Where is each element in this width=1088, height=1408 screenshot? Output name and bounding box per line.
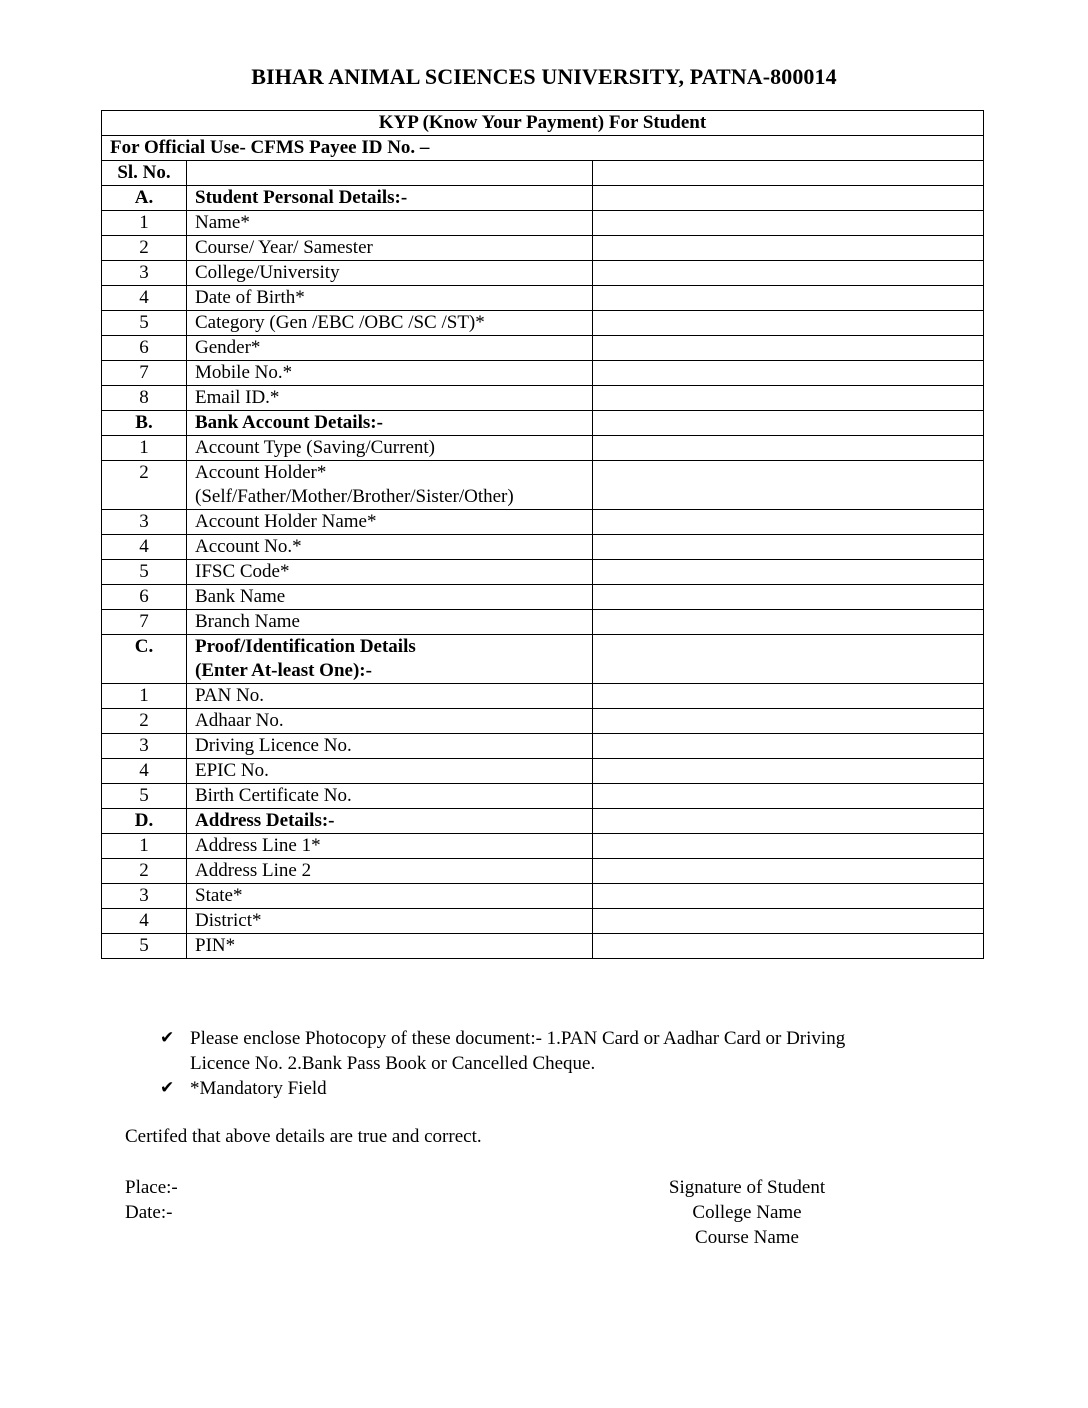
field-row [102, 560, 984, 585]
serial-number: 4 [102, 286, 187, 311]
value-entry-cell[interactable] [593, 361, 984, 386]
field-label-line: Bank Name [195, 586, 286, 607]
field-label-line: Proof/Identification Details [195, 636, 416, 657]
note-line: Please enclose Photocopy of these document:- 1.PAN Card or Aadhar Card or Driving [190, 1028, 846, 1049]
field-row [102, 461, 984, 510]
field-label-line: Category (Gen /EBC /OBC /SC /ST)* [195, 312, 485, 333]
value-entry-cell [593, 635, 984, 684]
serial-number: 2 [102, 709, 187, 734]
serial-number: 4 [102, 535, 187, 560]
signature-label: Signature of Student [668, 1177, 826, 1198]
field-row [102, 311, 984, 336]
field-label-line: Course/ Year/ Samester [195, 237, 373, 258]
official-use-row [102, 136, 984, 161]
field-label-line: Student Personal Details:- [195, 187, 408, 208]
field-row [102, 361, 984, 386]
checkmark-icon: ✔ [160, 1078, 175, 1098]
field-label-line: Account No.* [195, 536, 302, 557]
field-label-line: (Self/Father/Mother/Brother/Sister/Other) [195, 486, 514, 507]
field-label-line: Driving Licence No. [195, 735, 352, 756]
value-entry-cell[interactable] [593, 286, 984, 311]
field-label [187, 535, 593, 560]
note-line: *Mandatory Field [190, 1078, 327, 1099]
official-use-label: For Official Use- CFMS Payee ID No. – [102, 136, 984, 161]
field-row [102, 884, 984, 909]
field-row [102, 759, 984, 784]
value-entry-cell[interactable] [593, 759, 984, 784]
field-label [187, 934, 593, 959]
serial-number: 8 [102, 386, 187, 411]
university-title: BIHAR ANIMAL SCIENCES UNIVERSITY, PATNA-800014 [251, 64, 837, 89]
place-label: Place:- [125, 1177, 178, 1198]
field-row [102, 859, 984, 884]
value-entry-cell[interactable] [593, 386, 984, 411]
value-entry-cell[interactable] [593, 236, 984, 261]
field-label [187, 261, 593, 286]
serial-number: 7 [102, 610, 187, 635]
value-entry-cell[interactable] [593, 585, 984, 610]
section-row [102, 411, 984, 436]
field-label-line: Bank Account Details:- [195, 412, 383, 433]
field-label-line: Account Type (Saving/Current) [195, 437, 435, 458]
section-row [102, 809, 984, 834]
field-label-line: Gender* [195, 337, 261, 358]
value-header-cell [593, 161, 984, 186]
value-entry-cell[interactable] [593, 261, 984, 286]
value-entry-cell[interactable] [593, 734, 984, 759]
field-label-line: PIN* [195, 935, 236, 956]
serial-number: 3 [102, 261, 187, 286]
field-row [102, 336, 984, 361]
value-entry-cell[interactable] [593, 934, 984, 959]
field-header-cell [187, 161, 593, 186]
field-label [187, 884, 593, 909]
field-label [187, 436, 593, 461]
serial-number: 2 [102, 859, 187, 884]
section-heading [187, 809, 593, 834]
section-heading [187, 411, 593, 436]
sl-no-header: Sl. No. [102, 161, 187, 186]
value-entry-cell[interactable] [593, 336, 984, 361]
value-entry-cell[interactable] [593, 884, 984, 909]
checkmark-icon: ✔ [160, 1028, 175, 1048]
field-row [102, 684, 984, 709]
serial-number: 2 [102, 236, 187, 261]
value-entry-cell[interactable] [593, 560, 984, 585]
serial-number: 1 [102, 834, 187, 859]
form-title: KYP (Know Your Payment) For Student [102, 111, 984, 136]
field-label [187, 211, 593, 236]
value-entry-cell[interactable] [593, 610, 984, 635]
field-label-line: State* [195, 885, 243, 906]
field-label-line: EPIC No. [195, 760, 269, 781]
note-item [160, 1076, 960, 1101]
serial-number: C. [102, 635, 187, 684]
place-date-block [125, 1175, 178, 1225]
certification-text: Certifed that above details are true and correct. [125, 1126, 482, 1147]
field-row [102, 510, 984, 535]
value-entry-cell[interactable] [593, 461, 984, 510]
serial-number: 5 [102, 784, 187, 809]
field-label-line: Account Holder* [195, 462, 327, 483]
college-name-label: College Name [692, 1202, 802, 1223]
field-label [187, 784, 593, 809]
serial-number: B. [102, 411, 187, 436]
serial-number: 1 [102, 436, 187, 461]
field-label-line: PAN No. [195, 685, 264, 706]
serial-number: 5 [102, 560, 187, 585]
field-row [102, 934, 984, 959]
value-entry-cell[interactable] [593, 684, 984, 709]
serial-number: 6 [102, 585, 187, 610]
value-entry-cell[interactable] [593, 859, 984, 884]
value-entry-cell[interactable] [593, 909, 984, 934]
field-row [102, 436, 984, 461]
field-row [102, 211, 984, 236]
serial-number: 4 [102, 759, 187, 784]
serial-number: 5 [102, 934, 187, 959]
field-label [187, 236, 593, 261]
field-label [187, 610, 593, 635]
signature-block [620, 1175, 874, 1250]
field-label-line: Branch Name [195, 611, 300, 632]
value-entry-cell [593, 186, 984, 211]
serial-number: 1 [102, 684, 187, 709]
serial-number: 6 [102, 336, 187, 361]
field-row [102, 585, 984, 610]
value-entry-cell [593, 809, 984, 834]
section-row [102, 186, 984, 211]
field-label-line: District* [195, 910, 262, 931]
field-row [102, 261, 984, 286]
field-label [187, 311, 593, 336]
field-label [187, 510, 593, 535]
field-row [102, 286, 984, 311]
serial-number: 3 [102, 884, 187, 909]
form-title-row [102, 111, 984, 136]
notes-list [160, 1026, 960, 1101]
field-label-line: Address Details:- [195, 810, 335, 831]
field-label-line: College/University [195, 262, 340, 283]
field-label-line: IFSC Code* [195, 561, 290, 582]
field-label-line: Address Line 2 [195, 860, 312, 881]
value-entry-cell [593, 411, 984, 436]
section-heading [187, 186, 593, 211]
column-header-row [102, 161, 984, 186]
serial-number: 4 [102, 909, 187, 934]
value-entry-cell[interactable] [593, 436, 984, 461]
note-line: Licence No. 2.Bank Pass Book or Cancelled Cheque. [190, 1053, 596, 1074]
value-entry-cell[interactable] [593, 834, 984, 859]
field-label [187, 361, 593, 386]
serial-number: 3 [102, 510, 187, 535]
field-label [187, 386, 593, 411]
field-label-line: Name* [195, 212, 250, 233]
value-entry-cell[interactable] [593, 211, 984, 236]
field-row [102, 734, 984, 759]
field-label-line: Email ID.* [195, 387, 280, 408]
kyp-form-table [101, 110, 984, 959]
course-name-label: Course Name [695, 1227, 799, 1248]
field-label-line: Adhaar No. [195, 710, 284, 731]
section-heading [187, 635, 593, 684]
field-row [102, 236, 984, 261]
value-entry-cell[interactable] [593, 535, 984, 560]
field-label-line: Account Holder Name* [195, 511, 377, 532]
field-label [187, 684, 593, 709]
field-label [187, 286, 593, 311]
field-label [187, 834, 593, 859]
field-row [102, 784, 984, 809]
serial-number: 5 [102, 311, 187, 336]
field-row [102, 610, 984, 635]
field-row [102, 535, 984, 560]
field-label [187, 909, 593, 934]
field-label [187, 585, 593, 610]
field-row [102, 709, 984, 734]
field-label [187, 336, 593, 361]
field-label-line: Mobile No.* [195, 362, 293, 383]
serial-number: 7 [102, 361, 187, 386]
field-row [102, 386, 984, 411]
serial-number: A. [102, 186, 187, 211]
field-label [187, 560, 593, 585]
field-label-line: Date of Birth* [195, 287, 305, 308]
field-label [187, 734, 593, 759]
field-label-line: Address Line 1* [195, 835, 321, 856]
field-label [187, 859, 593, 884]
date-label: Date:- [125, 1202, 173, 1223]
note-item [160, 1026, 960, 1076]
value-entry-cell[interactable] [593, 510, 984, 535]
serial-number: 3 [102, 734, 187, 759]
field-row [102, 909, 984, 934]
serial-number: 2 [102, 461, 187, 510]
field-label [187, 709, 593, 734]
value-entry-cell[interactable] [593, 784, 984, 809]
field-label-line: Birth Certificate No. [195, 785, 352, 806]
serial-number: D. [102, 809, 187, 834]
value-entry-cell[interactable] [593, 709, 984, 734]
field-label-line: (Enter At-least One):- [195, 660, 372, 681]
serial-number: 1 [102, 211, 187, 236]
value-entry-cell[interactable] [593, 311, 984, 336]
field-row [102, 834, 984, 859]
section-row [102, 635, 984, 684]
field-label [187, 759, 593, 784]
field-label [187, 461, 593, 510]
